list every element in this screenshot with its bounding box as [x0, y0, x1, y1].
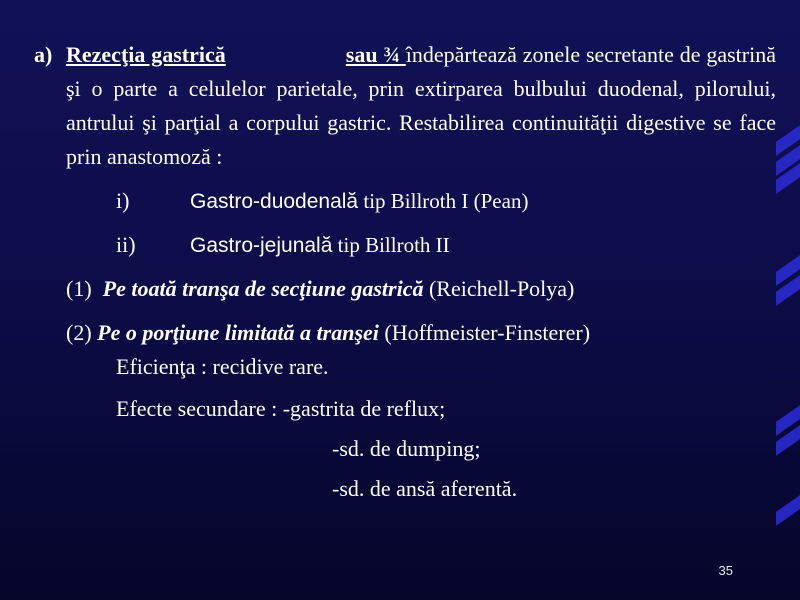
variant-tail: (Reichell-Polya) — [423, 276, 575, 301]
side-effect-item: -sd. de dumping; — [332, 436, 481, 461]
section-marker: a) — [34, 42, 53, 67]
variant-number: (1) — [66, 276, 92, 301]
section-a-paragraph — [36, 38, 776, 174]
variant-item — [36, 316, 776, 350]
variant-tail: (Hoffmeister-Finsterer) — [378, 320, 591, 345]
variant-title: Pe toată tranşa de secţiune gastrică — [102, 276, 424, 301]
sub-item — [36, 184, 776, 218]
sub-item-number: i) — [116, 188, 130, 213]
stripe — [776, 488, 800, 526]
sub-item-tail: tip Billroth II — [332, 233, 450, 257]
side-effects-line — [36, 392, 776, 426]
sub-item-name — [190, 184, 528, 219]
side-effect-item: -sd. de ansă aferentă. — [332, 476, 518, 501]
efficiency-line: Eficienţa : recidive rare. — [116, 354, 329, 379]
side-effects-label: Efecte secundare : — [116, 396, 278, 421]
sub-item-name-text: Gastro-jejunală — [190, 234, 333, 257]
sub-item-name-text: Gastro-duodenală — [190, 190, 359, 213]
variant-title: Pe o porţiune limitată a tranşei — [97, 320, 379, 345]
slide-content — [36, 38, 776, 506]
sub-item — [36, 228, 776, 262]
sub-item-name — [190, 228, 450, 263]
variant-number: (2) — [66, 320, 92, 345]
decorative-edge-stripes — [774, 110, 800, 540]
section-title — [66, 42, 406, 67]
side-effect-item: -gastrita de reflux; — [277, 396, 446, 421]
sub-item-tail: tip Billroth I (Pean) — [358, 189, 529, 213]
title-text: Rezecţia gastrică — [66, 42, 226, 67]
section-text: îndepărtează zonele secretante de gastrină şi o parte a celulelor parietale, prin extirparea bulbului duodenal, pilorului, antrului şi parţial a corpului gastric. Restabilirea continuităţii digestive se face prin anastomoză : — [66, 42, 777, 169]
sau-label: sau ¾ — [345, 42, 400, 67]
page-number: 35 — [718, 563, 733, 578]
sub-item-number: ii) — [116, 232, 136, 257]
variant-item — [36, 272, 776, 306]
